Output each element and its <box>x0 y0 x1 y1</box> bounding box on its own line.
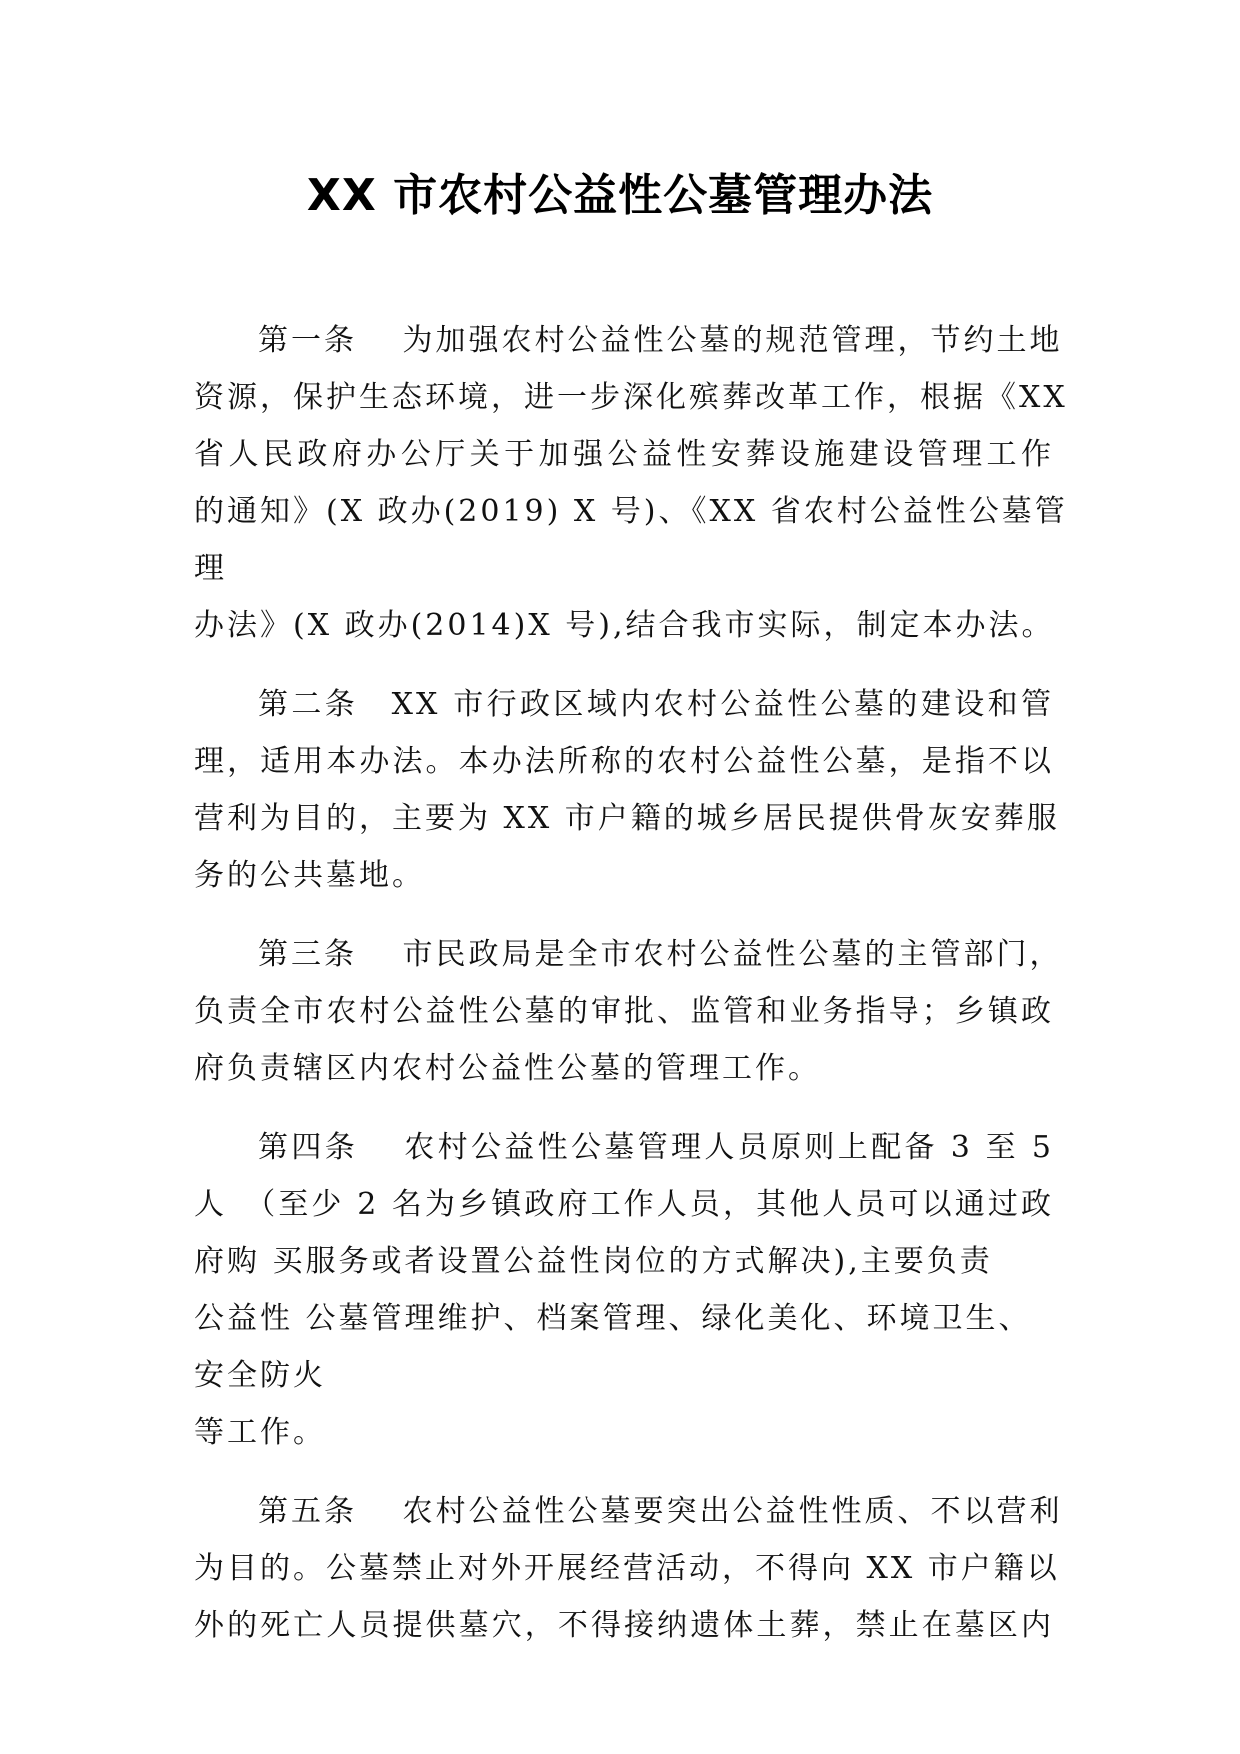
text-line: 公益性 公墓管理维护、档案管理、绿化美化、环境卫生、 <box>194 1301 1032 1336</box>
article-3 <box>194 926 1063 1097</box>
text-line: 务的公共墓地。 <box>194 858 425 893</box>
text-line: 第四条 农村公益性公墓管理人员原则上配备 3 至 5 <box>258 1130 1054 1165</box>
text-line: 办法》(X 政办(2014)X 号),结合我市实际，制定本办法。 <box>194 608 1055 643</box>
article-4 <box>194 1119 1054 1461</box>
text-line: 府购 买服务或者设置公益性岗位的方式解决),主要负责 <box>194 1244 993 1279</box>
text-line: 的通知》(X 政办(2019) X 号)、《XX 省农村公益性公墓管 <box>194 494 1068 529</box>
text-line: 理 <box>194 551 227 586</box>
document-body <box>194 312 1068 1676</box>
text-line: 理，适用本办法。本办法所称的农村公益性公墓，是指不以 <box>194 744 1054 779</box>
text-line: 营利为目的，主要为 XX 市户籍的城乡居民提供骨灰安葬服 <box>194 801 1060 836</box>
text-line: 第二条 XX 市行政区域内农村公益性公墓的建设和管 <box>258 687 1054 722</box>
text-line: 第一条 为加强农村公益性公墓的规范管理，节约土地 <box>258 323 1063 358</box>
text-line: 府负责辖区内农村公益性公墓的管理工作。 <box>194 1051 821 1086</box>
text-line: 为目的。公墓禁止对外开展经营活动，不得向 XX 市户籍以 <box>194 1551 1060 1586</box>
document-title: XX 市农村公益性公墓管理办法 <box>306 170 934 221</box>
article-2 <box>194 676 1060 904</box>
text-line: 省人民政府办公厅关于加强公益性安葬设施建设管理工作 <box>194 437 1054 472</box>
article-5 <box>194 1483 1063 1654</box>
article-1 <box>194 312 1068 654</box>
text-line: 资源，保护生态环境，进一步深化殡葬改革工作，根据《XX <box>194 380 1068 415</box>
text-line: 安全防火 <box>194 1358 326 1393</box>
text-line: 等工作。 <box>194 1415 326 1450</box>
text-line: 第五条 农村公益性公墓要突出公益性性质、不以营利 <box>258 1494 1063 1529</box>
text-line: 第三条 市民政局是全市农村公益性公墓的主管部门， <box>258 937 1063 972</box>
text-line: 人 （至少 2 名为乡镇政府工作人员，其他人员可以通过政 <box>194 1187 1054 1222</box>
text-line: 负责全市农村公益性公墓的审批、监管和业务指导；乡镇政 <box>194 994 1054 1029</box>
text-line: 外的死亡人员提供墓穴，不得接纳遗体土葬，禁止在墓区内 <box>194 1608 1054 1643</box>
